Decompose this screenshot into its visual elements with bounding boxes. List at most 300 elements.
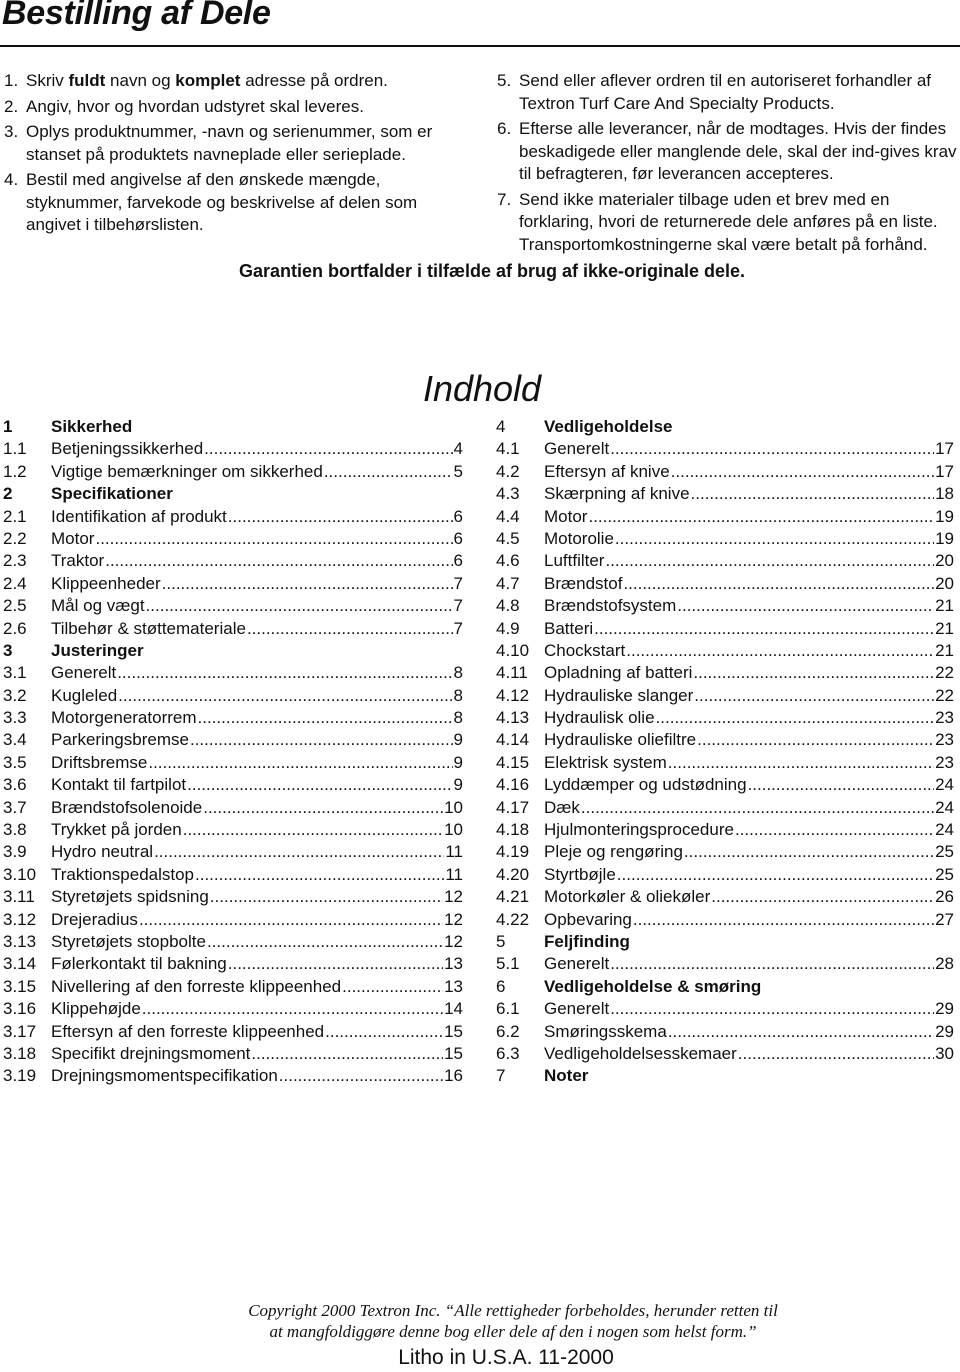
toc-page-number: 8	[453, 708, 463, 728]
toc-dot-leader	[738, 1043, 934, 1065]
toc-entry[interactable]	[496, 886, 954, 908]
toc-label: Skærpning af knive	[544, 484, 690, 504]
toc-title: Indhold	[422, 368, 542, 409]
toc-label: Vedligeholdelsesskemaer	[544, 1043, 737, 1063]
toc-label: Hydrauliske oliefiltre	[544, 730, 697, 750]
toc-number: 4.22	[496, 909, 530, 929]
toc-label: Traktionspedalstop	[51, 864, 195, 884]
toc-label: Kugleled	[51, 685, 118, 705]
toc-entry[interactable]	[3, 729, 463, 751]
toc-label: Sikkerhed	[51, 417, 133, 436]
toc-label: Brændstofsolenoide	[51, 797, 203, 817]
toc-dot-leader	[187, 774, 452, 796]
toc-dot-leader	[633, 909, 934, 931]
toc-page-number: 23	[935, 752, 954, 772]
toc-page-number: 29	[935, 1021, 954, 1041]
toc-number: 3.15	[3, 976, 37, 996]
toc-dot-leader	[656, 707, 935, 729]
toc-page-number: 20	[935, 573, 954, 593]
toc-page-number: 6	[453, 551, 463, 571]
toc-label: Opladning af batteri	[544, 663, 693, 683]
toc-entry[interactable]	[3, 864, 463, 886]
toc-entry[interactable]	[496, 1021, 954, 1043]
toc-page-number: 27	[935, 909, 954, 929]
toc-page-number: 26	[935, 887, 954, 907]
toc-entry[interactable]	[496, 998, 954, 1020]
toc-page-number: 23	[935, 708, 954, 728]
toc-dot-leader	[190, 729, 453, 751]
toc-dot-leader	[594, 618, 934, 640]
toc-dot-leader	[247, 618, 453, 640]
toc-page-number: 21	[935, 640, 954, 660]
toc-label: Feljfinding	[544, 931, 630, 951]
copyright-line: Copyright 2000 Textron Inc. “Alle rettigheder forbeholdes, herunder retten til	[248, 1301, 778, 1320]
toc-dot-leader	[203, 797, 443, 819]
toc-page-number: 17	[935, 439, 954, 459]
toc-dot-leader	[325, 1021, 443, 1043]
toc-number: 4.11	[496, 663, 528, 683]
toc-entry[interactable]	[3, 998, 463, 1020]
ordering-steps-left	[4, 70, 474, 240]
toc-column-right	[496, 416, 954, 1088]
toc-label: Styrtbøjle	[544, 864, 616, 884]
toc-label: Motor	[544, 506, 588, 526]
toc-number: 4.3	[496, 484, 520, 504]
toc-label: Justeringer	[51, 640, 144, 660]
toc-number: 3.18	[3, 1043, 37, 1063]
toc-entry[interactable]	[3, 931, 463, 953]
toc-label: Klippeenheder	[51, 573, 161, 593]
toc-entry[interactable]	[496, 573, 954, 595]
toc-label: Batteri	[544, 618, 594, 638]
toc-number: 2.5	[3, 596, 27, 616]
toc-dot-leader	[139, 909, 443, 931]
emphasis-text: komplet	[175, 71, 241, 90]
toc-entry[interactable]	[3, 685, 463, 707]
toc-entry[interactable]	[3, 886, 463, 908]
toc-entry[interactable]	[496, 438, 954, 460]
toc-number: 4.15	[496, 752, 530, 772]
toc-number: 4.10	[496, 640, 530, 660]
toc-entry[interactable]	[3, 953, 463, 975]
toc-number: 3.17	[3, 1021, 37, 1041]
order-step-text: Send eller aflever ordren til en autoriseret forhandler af Textron Turf Care And Specialty Products.	[519, 71, 932, 113]
toc-number: 3.9	[3, 842, 27, 862]
toc-label: Eftersyn af knive	[544, 461, 670, 481]
toc-label: Generelt	[544, 439, 610, 459]
toc-number: 2.1	[3, 506, 27, 526]
toc-label: Dæk	[544, 797, 580, 817]
toc-number: 1.2	[3, 461, 27, 481]
toc-label: Traktor	[51, 551, 105, 571]
toc-section-heading[interactable]	[496, 416, 954, 438]
toc-entry[interactable]	[496, 729, 954, 751]
toc-number: 4.21	[496, 887, 530, 907]
toc-page-number: 11	[445, 842, 463, 862]
toc-entry[interactable]	[496, 550, 954, 572]
toc-dot-leader	[691, 483, 935, 505]
order-step	[497, 118, 957, 186]
toc-page-number: 30	[935, 1043, 954, 1063]
toc-page-number: 6	[453, 506, 463, 526]
toc-number: 3.10	[3, 864, 37, 884]
toc-dot-leader	[605, 550, 934, 572]
toc-entry[interactable]	[496, 1043, 954, 1065]
toc-page-number: 24	[935, 775, 954, 795]
toc-number: 2.6	[3, 618, 27, 638]
toc-entry[interactable]	[496, 483, 954, 505]
toc-number: 3.16	[3, 999, 37, 1019]
toc-dot-leader	[210, 886, 443, 908]
toc-dot-leader	[668, 1021, 934, 1043]
toc-label: Hydraulisk olie	[544, 708, 655, 728]
toc-label: Eftersyn af den forreste klippeenhed	[51, 1021, 325, 1041]
toc-dot-leader	[693, 662, 934, 684]
toc-entry[interactable]	[3, 438, 463, 460]
toc-label: Vigtige bemærkninger om sikkerhed	[51, 461, 323, 481]
order-step-number: 3.	[4, 122, 19, 141]
toc-number: 2	[3, 484, 13, 504]
toc-entry[interactable]	[496, 506, 954, 528]
toc-page-number: 9	[453, 752, 463, 772]
toc-entry[interactable]	[3, 461, 463, 483]
order-step-text: Skriv	[26, 71, 69, 90]
toc-dot-leader	[228, 953, 443, 975]
toc-label: Generelt	[544, 999, 610, 1019]
toc-dot-leader	[324, 461, 453, 483]
toc-label: Kontakt til fartpilot	[51, 775, 187, 795]
ordering-steps-right	[497, 70, 957, 259]
warranty-notice: Garantien bortfalder i tilfælde af brug af ikke-originale dele.	[238, 261, 746, 281]
toc-number: 6	[496, 976, 506, 996]
toc-page-number: 13	[444, 976, 463, 996]
toc-number: 4.4	[496, 506, 520, 526]
toc-label: Specifikt drejningsmoment	[51, 1043, 251, 1063]
toc-number: 3.11	[3, 887, 35, 907]
toc-label: Vedligeholdelse	[544, 417, 673, 436]
toc-entry[interactable]	[3, 841, 463, 863]
toc-section-heading[interactable]	[496, 976, 954, 998]
toc-page-number: 29	[935, 999, 954, 1019]
toc-entry[interactable]	[3, 819, 463, 841]
toc-label: Drejeradius	[51, 909, 138, 929]
toc-entry[interactable]	[496, 864, 954, 886]
toc-label: Styretøjets stopbolte	[51, 931, 206, 951]
toc-page-number: 24	[935, 797, 954, 817]
toc-dot-leader	[623, 573, 934, 595]
toc-entry[interactable]	[3, 595, 463, 617]
toc-label: Brændstofsystem	[544, 596, 677, 616]
toc-label: Brændstof	[544, 573, 623, 593]
toc-entry[interactable]	[496, 461, 954, 483]
toc-page-number: 6	[453, 528, 463, 548]
toc-dot-leader	[615, 528, 934, 550]
toc-entry[interactable]	[3, 1021, 463, 1043]
copyright-line: at mangfoldiggøre denne bog eller dele af den i nogen som helst form.”	[269, 1322, 757, 1341]
toc-number: 7	[496, 1066, 506, 1086]
toc-page-number: 15	[444, 1021, 463, 1041]
toc-number: 3.3	[3, 708, 27, 728]
toc-dot-leader	[118, 685, 452, 707]
toc-number: 3.4	[3, 730, 27, 750]
order-step	[4, 121, 474, 166]
toc-label: Drejningsmomentspecifikation	[51, 1066, 278, 1086]
toc-entry[interactable]	[3, 707, 463, 729]
toc-entry[interactable]	[3, 1065, 463, 1087]
toc-entry[interactable]	[3, 976, 463, 998]
toc-label: Driftsbremse	[51, 752, 148, 772]
toc-entry[interactable]	[496, 797, 954, 819]
toc-entry[interactable]	[3, 774, 463, 796]
toc-number: 6.2	[496, 1021, 520, 1041]
toc-number: 4.9	[496, 618, 520, 638]
order-step-number: 4.	[4, 170, 19, 189]
toc-number: 3.12	[3, 909, 37, 929]
toc-dot-leader	[207, 931, 443, 953]
toc-page-number: 11	[445, 864, 463, 884]
order-step-text: navn og	[105, 71, 176, 90]
order-step	[4, 169, 474, 237]
toc-page-number: 10	[444, 820, 463, 840]
toc-label: Betjeningssikkerhed	[51, 439, 204, 459]
order-step-text: adresse på ordren.	[240, 71, 388, 90]
toc-entry[interactable]	[496, 595, 954, 617]
toc-number: 3.13	[3, 931, 37, 951]
toc-page-number: 8	[453, 663, 463, 683]
toc-page-number: 23	[935, 730, 954, 750]
toc-page-number: 17	[935, 461, 954, 481]
toc-number: 1.1	[3, 439, 27, 459]
toc-number: 4.18	[496, 820, 530, 840]
toc-entry[interactable]	[3, 1043, 463, 1065]
toc-entry[interactable]	[496, 528, 954, 550]
toc-section-heading[interactable]	[3, 416, 463, 438]
toc-label: Specifikationer	[51, 484, 173, 504]
toc-section-heading[interactable]	[496, 1065, 954, 1087]
toc-dot-leader	[617, 864, 934, 886]
toc-page-number: 25	[935, 842, 954, 862]
toc-entry[interactable]	[3, 618, 463, 640]
toc-page-number: 20	[935, 551, 954, 571]
toc-entry[interactable]	[3, 797, 463, 819]
toc-page-number: 22	[935, 663, 954, 683]
toc-dot-leader	[610, 998, 934, 1020]
toc-label: Noter	[544, 1066, 589, 1086]
copyright-notice	[0, 1300, 960, 1342]
toc-entry[interactable]	[3, 550, 463, 572]
toc-page-number: 7	[453, 573, 463, 593]
page-title: Bestilling af Dele	[2, 0, 271, 32]
toc-label: Identifikation af produkt	[51, 506, 227, 526]
toc-entry[interactable]	[3, 573, 463, 595]
order-step	[4, 96, 474, 119]
toc-page-number: 19	[935, 528, 954, 548]
toc-dot-leader	[162, 573, 453, 595]
toc-number: 3.1	[3, 663, 27, 683]
toc-dot-leader	[146, 595, 453, 617]
toc-entry[interactable]	[496, 953, 954, 975]
toc-dot-leader	[183, 819, 443, 841]
toc-page-number: 15	[444, 1043, 463, 1063]
toc-label: Klippehøjde	[51, 999, 141, 1019]
toc-page-number: 18	[935, 484, 954, 504]
toc-entry[interactable]	[496, 707, 954, 729]
toc-number: 6.3	[496, 1043, 520, 1063]
toc-label: Hydrauliske slanger	[544, 685, 694, 705]
toc-entry[interactable]	[3, 752, 463, 774]
toc-label: Nivellering af den forreste klippeenhed	[51, 976, 342, 996]
toc-page-number: 9	[453, 730, 463, 750]
toc-dot-leader	[697, 729, 934, 751]
order-step-number: 1.	[4, 71, 19, 90]
toc-page-number: 4	[453, 439, 463, 459]
toc-page-number: 21	[935, 618, 954, 638]
toc-dot-leader	[626, 640, 934, 662]
toc-label: Vedligeholdelse & smøring	[544, 976, 762, 996]
toc-number: 4.19	[496, 842, 530, 862]
toc-number: 5	[496, 931, 506, 951]
toc-number: 4.16	[496, 775, 530, 795]
toc-entry[interactable]	[496, 774, 954, 796]
toc-label: Hjulmonteringsprocedure	[544, 820, 734, 840]
toc-dot-leader	[251, 1043, 443, 1065]
title-divider	[0, 45, 960, 47]
emphasis-text: fuldt	[68, 71, 106, 90]
toc-dot-leader	[684, 841, 934, 863]
toc-entry[interactable]	[496, 752, 954, 774]
toc-page-number: 7	[453, 618, 463, 638]
toc-entry[interactable]	[496, 662, 954, 684]
order-step-number: 6.	[497, 119, 512, 138]
toc-page-number: 12	[444, 931, 463, 951]
toc-page-number: 16	[444, 1066, 463, 1086]
toc-page-number: 12	[444, 909, 463, 929]
toc-page-number: 10	[444, 797, 463, 817]
toc-page-number: 9	[453, 775, 463, 795]
toc-number: 4	[496, 417, 506, 436]
toc-dot-leader	[735, 819, 934, 841]
toc-number: 4.8	[496, 596, 520, 616]
toc-label: Motorkøler & oliekøler	[544, 887, 711, 907]
toc-number: 3.14	[3, 954, 37, 974]
toc-number: 3.8	[3, 820, 27, 840]
toc-entry[interactable]	[496, 819, 954, 841]
toc-dot-leader	[198, 707, 453, 729]
toc-label: Generelt	[544, 954, 610, 974]
order-step-text: Bestil med angivelse af den ønskede mængde, styknummer, farvekode og beskrivelse af delen som angivet i tilbehørslisten.	[26, 170, 418, 234]
order-step-text: Angiv, hvor og hvordan udstyret skal leveres.	[26, 96, 364, 116]
toc-dot-leader	[610, 438, 934, 460]
toc-number: 4.14	[496, 730, 530, 750]
order-step-text: Efterse alle leverancer, når de modtages. Hvis der findes beskadigede eller manglende dele, skal der ind-gives krav til befragteren, før leverancen accepteres.	[519, 119, 957, 183]
toc-number: 1	[3, 417, 13, 436]
toc-label: Lyddæmper og udstødning	[544, 775, 747, 795]
toc-number: 3.19	[3, 1066, 37, 1086]
toc-column-left	[3, 416, 463, 1088]
toc-label: Chockstart	[544, 640, 626, 660]
toc-entry[interactable]	[496, 909, 954, 931]
toc-label: Motor	[51, 528, 95, 548]
toc-entry[interactable]	[3, 909, 463, 931]
toc-section-heading[interactable]	[3, 640, 463, 662]
toc-dot-leader	[105, 550, 452, 572]
toc-dot-leader	[671, 461, 934, 483]
toc-page-number: 28	[935, 954, 954, 974]
toc-entry[interactable]	[496, 640, 954, 662]
toc-number: 4.20	[496, 864, 530, 884]
toc-label: Pleje og rengøring	[544, 842, 683, 862]
toc-label: Trykket på jorden	[51, 820, 182, 840]
toc-page-number: 12	[444, 887, 463, 907]
toc-number: 4.6	[496, 551, 520, 571]
toc-label: Motorolie	[544, 528, 614, 548]
toc-page-number: 19	[935, 506, 954, 526]
toc-label: Motorgeneratorrem	[51, 708, 197, 728]
toc-number: 4.13	[496, 708, 530, 728]
toc-number: 3.7	[3, 797, 27, 817]
toc-label: Elektrisk system	[544, 752, 667, 772]
order-step	[4, 70, 474, 93]
order-step	[497, 189, 957, 257]
toc-dot-leader	[228, 506, 453, 528]
toc-number: 4.17	[496, 797, 530, 817]
toc-entry[interactable]	[3, 506, 463, 528]
toc-dot-leader	[694, 685, 934, 707]
toc-page-number: 13	[444, 954, 463, 974]
toc-label: Tilbehør & støttemateriale	[51, 618, 246, 638]
toc-dot-leader	[154, 841, 444, 863]
toc-label: Smøringsskema	[544, 1021, 667, 1041]
order-step-text: Send ikke materialer tilbage uden et brev med en forklaring, hvori de returnerede dele anføres på en liste. Transportomkostningerne skal være betalt på forhånd.	[519, 189, 938, 254]
toc-number: 4.2	[496, 461, 520, 481]
toc-entry[interactable]	[3, 528, 463, 550]
toc-number: 2.2	[3, 528, 27, 548]
toc-entry[interactable]	[496, 841, 954, 863]
toc-number: 4.7	[496, 573, 520, 593]
toc-dot-leader	[677, 595, 934, 617]
toc-dot-leader	[748, 774, 935, 796]
toc-number: 2.4	[3, 573, 27, 593]
toc-page-number: 25	[935, 864, 954, 884]
toc-dot-leader	[588, 506, 934, 528]
toc-page-number: 14	[444, 999, 463, 1019]
order-step-text: Oplys produktnummer, -navn og serienummer, som er stanset på produktets navneplade eller serieplade.	[26, 122, 433, 164]
toc-dot-leader	[610, 953, 934, 975]
toc-number: 3.5	[3, 752, 27, 772]
toc-page-number: 21	[935, 596, 954, 616]
toc-page-number: 22	[935, 685, 954, 705]
toc-entry[interactable]	[496, 618, 954, 640]
toc-number: 4.5	[496, 528, 520, 548]
order-step-number: 5.	[497, 71, 512, 90]
toc-entry[interactable]	[3, 662, 463, 684]
toc-number: 4.12	[496, 685, 530, 705]
toc-section-heading[interactable]	[3, 483, 463, 505]
toc-label: Mål og vægt	[51, 596, 145, 616]
toc-label: Opbevaring	[544, 909, 632, 929]
toc-dot-leader	[195, 864, 444, 886]
toc-dot-leader	[279, 1065, 443, 1087]
toc-entry[interactable]	[496, 685, 954, 707]
toc-number: 2.3	[3, 551, 27, 571]
toc-label: Parkeringsbremse	[51, 730, 189, 750]
toc-section-heading[interactable]	[496, 931, 954, 953]
toc-number: 4.1	[496, 439, 520, 459]
order-step-number: 2.	[4, 96, 19, 116]
toc-label: Generelt	[51, 663, 117, 683]
toc-label: Følerkontakt til bakning	[51, 954, 227, 974]
toc-page-number: 5	[453, 461, 463, 481]
